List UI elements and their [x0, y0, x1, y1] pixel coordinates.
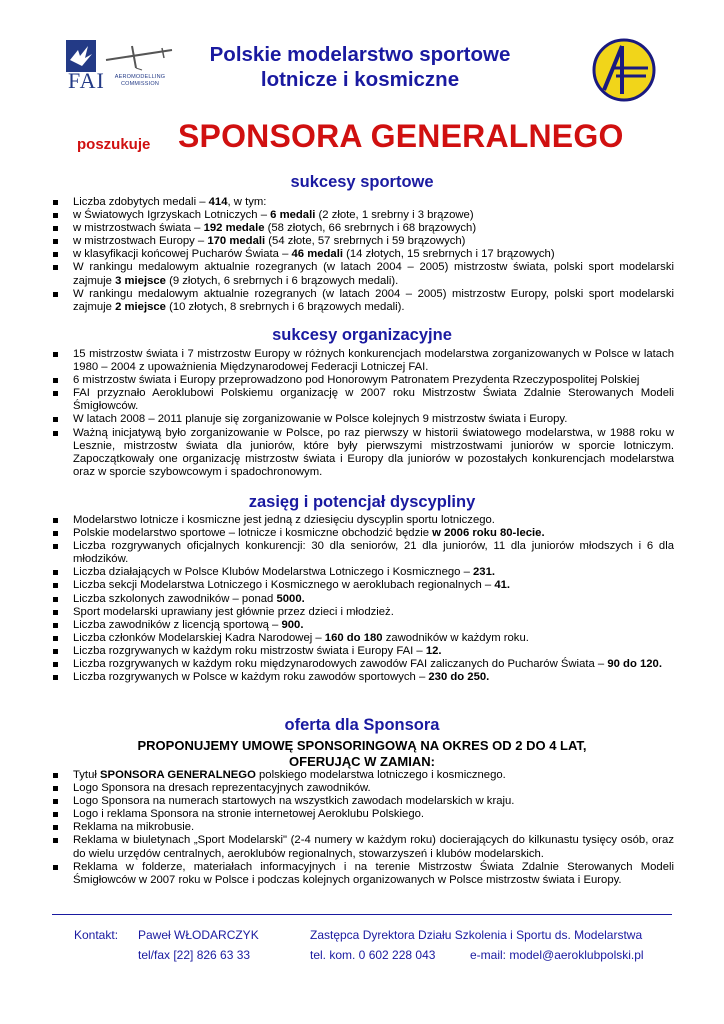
list-item-pre: Modelarstwo lotnicze i kosmiczne jest jedną z dziesięciu dyscyplin sportu lotniczego. [73, 514, 495, 526]
list-item [50, 658, 674, 671]
list-item [50, 861, 674, 887]
list-item [50, 514, 674, 527]
list-item-pre: Liczba rozgrywanych w każdym roku międzynarodowych zawodów FAI zaliczanych do Pucharów Świata – [73, 658, 608, 671]
list-item-pre: w mistrzostwach świata – [73, 222, 204, 235]
list-item-pre: Sport modelarski uprawiany jest głównie przez dzieci i młodzież. [73, 605, 394, 618]
list-item-bold: 160 do 180 [324, 631, 383, 644]
list-item-bold: 6 medali [270, 209, 316, 222]
list-item-pre: Liczba członków Modelarskiej Kadra Narodowej – [73, 631, 325, 644]
list-item-bold: 230 do 250. [428, 671, 490, 684]
list-item [50, 209, 674, 222]
list-offer [50, 769, 674, 887]
list-item-pre: Reklama na mikrobusie. [73, 821, 195, 834]
list-item-post: (54 złote, 57 srebrnych i 59 brązowych) [265, 235, 466, 248]
list-item-post: (9 złotych, 6 srebrnych i 6 brązowych medali). [165, 274, 399, 287]
footer-divider [52, 914, 672, 915]
list-item [50, 427, 674, 479]
section-heading-offer: oferta dla Sponsora [284, 716, 440, 734]
list-organisational [50, 348, 674, 479]
section-heading-organisational: sukcesy organizacyjne [272, 326, 452, 344]
list-item [50, 579, 674, 592]
list-item [50, 632, 674, 645]
list-item [50, 348, 674, 374]
list-item-bold: 12. [425, 644, 442, 657]
list-item-pre: Liczba zawodników z licencją sportową – [73, 618, 282, 631]
list-item-pre: Ważną inicjatywą było zorganizowanie w Polsce, po raz pierwszy w historii światowego modelarstwa, w 1988 roku w Lesznie, mistrzostw świata dla juniorów, które były pierwszymi mistrzostwami juniorów w sporcie lotniczym. Zapoczątkowały one organizację mistrzostw świata i Europy dla juniorów w pozostałych konkurencjach modelarstwa oraz w sporcie szybowcowym i spadochronowym. [73, 426, 674, 478]
list-item-pre: Reklama w biuletynach „Sport Modelarski" (2-4 numery w każdym roku) docierających do kilkunastu tysięcy osób, oraz do wielu urzędów centralnych, aeroklubów regionalnych, stowarzyszeń i klubów modelarskich. [73, 834, 674, 860]
list-item-bold: SPONSORA GENERALNEGO [100, 769, 256, 781]
section-heading-scope: zasięg i potencjał dyscypliny [248, 493, 476, 511]
list-item [50, 782, 674, 795]
offer-subheading-line-2: OFERUJĄC W ZAMIAN: [289, 754, 435, 769]
list-item-pre: Liczba rozgrywanych w Polsce w każdym roku zawodów sportowych – [73, 671, 429, 684]
list-item [50, 387, 674, 413]
list-item-pre: w Światowych Igrzyskach Lotniczych – [73, 209, 271, 222]
list-item-post: (10 złotych, 8 srebrnych i 6 brązowych medali). [165, 300, 405, 313]
list-item-post: zawodników w każdym roku. [382, 631, 529, 644]
list-item-bold: 90 do 120. [607, 658, 662, 671]
list-item-pre: Polskie modelarstwo sportowe – lotnicze i kosmiczne obchodzić będzie [73, 527, 433, 540]
list-scope [50, 514, 674, 684]
list-item-bold: 3 miejsce [115, 274, 166, 287]
list-item-bold: 46 medali [291, 248, 343, 261]
list-item [50, 540, 674, 566]
list-item [50, 821, 674, 834]
list-item-bold: 414 [208, 196, 228, 208]
list-item-pre: W rankingu medalowym aktualnie rozegranych (w latach 2004 – 2005) mistrzostw świata, polski sport modelarski zajmuje [73, 261, 674, 287]
contact-telfax: tel/fax [22] 826 63 33 [138, 948, 251, 962]
offer-subheading [0, 738, 724, 770]
list-item [50, 645, 674, 658]
contact-name: Paweł WŁODARCZYK [138, 928, 259, 942]
list-item [50, 619, 674, 632]
list-item [50, 593, 674, 606]
list-item [50, 196, 674, 209]
list-item [50, 808, 674, 821]
list-item-post: , w tym: [227, 196, 267, 208]
list-item-post: polskiego modelarstwa lotniczego i kosmicznego. [255, 769, 506, 781]
list-item-pre: 15 mistrzostw świata i 7 mistrzostw Europy w różnych konkurencjach modelarstwa zorganizowanych w Polsce w latach 1980 – 2004 z upoważnienia Międzynarodowej Federacji Lotniczej FAI. [73, 348, 674, 374]
list-item-pre: Liczba zdobytych medali – [73, 196, 209, 208]
list-item-pre: FAI przyznało Aeroklubowi Polskiemu organizację w 2007 roku Mistrzostw Świata Zdalnie Sterowanych Modeli Śmigłowców. [73, 387, 674, 413]
list-item [50, 769, 674, 782]
headline-main: SPONSORA GENERALNEGO [178, 118, 624, 154]
list-item [50, 413, 674, 426]
list-item [50, 606, 674, 619]
list-item-bold: 5000. [276, 592, 305, 605]
list-item-bold: 900. [281, 618, 304, 631]
list-item-pre: Logo Sponsora na dresach reprezentacyjnych zawodników. [73, 782, 371, 795]
list-item [50, 834, 674, 860]
list-item-pre: w mistrzostwach Europy – [73, 235, 208, 248]
list-item-pre: 6 mistrzostw świata i Europy przeprowadzono pod Honorowym Patronatem Prezydenta Rzeczypospolitej Polskiej [73, 374, 640, 387]
aeroklub-logo-icon [592, 38, 656, 102]
contact-label: Kontakt: [74, 928, 119, 942]
fai-commission-label: AEROMODELLING COMMISSION [114, 74, 166, 87]
section-heading-sporting: sukcesy sportowe [290, 173, 434, 191]
headline-prefix: poszukuje [77, 136, 151, 153]
list-item-bold: 41. [494, 579, 511, 592]
list-item-pre: W latach 2008 – 2011 planuje się zorganizowanie w Polsce kolejnych 9 mistrzostw świata i Europy. [73, 413, 568, 426]
list-item [50, 527, 674, 540]
offer-subheading-line-1: PROPONUJEMY UMOWĘ SPONSORINGOWĄ NA OKRES OD 2 DO 4 LAT, [137, 738, 587, 753]
list-item-bold: w 2006 roku 80-lecie. [432, 527, 545, 540]
list-item-pre: Reklama w folderze, materiałach informacyjnych i na terenie Mistrzostw Świata Zdalnie Sterowanych Modeli Śmigłowców w 2007 roku w Polsce i podczas kolejnych organizowanych w Polsce mistrzostw świata i Europy. [73, 860, 674, 886]
list-item [50, 222, 674, 235]
contact-email-link[interactable]: e-mail: model@aeroklubpolski.pl [470, 948, 644, 962]
contact-role: Zastępca Dyrektora Działu Szkolenia i Sportu ds. Modelarstwa [310, 928, 643, 942]
list-item-post: (14 złotych, 15 srebrnych i 17 brązowych) [343, 248, 555, 261]
list-item-pre: Tytuł [73, 769, 100, 781]
list-item-pre: Liczba rozgrywanych w każdym roku mistrzostw świata i Europy FAI – [73, 644, 426, 657]
list-item [50, 566, 674, 579]
page-title [150, 42, 570, 92]
list-item [50, 288, 674, 314]
list-item [50, 671, 674, 684]
list-item-bold: 192 medale [203, 222, 265, 235]
list-item-pre: Liczba szkolonych zawodników – ponad [73, 592, 277, 605]
list-item [50, 248, 674, 261]
list-item-bold: 170 medali [207, 235, 266, 248]
list-item-bold: 2 miejsce [115, 300, 166, 313]
list-item-pre: W rankingu medalowym aktualnie rozegranych (w latach 2004 – 2005) mistrzostw Europy, polski sport modelarski zajmuje [73, 287, 674, 313]
list-item-pre: Logo i reklama Sponsora na stronie internetowej Aeroklubu Polskiego. [73, 808, 425, 821]
list-item-post: (58 złotych, 66 srebrnych i 68 brązowych) [264, 222, 477, 235]
list-sporting [50, 196, 674, 314]
list-item [50, 374, 674, 387]
list-item [50, 795, 674, 808]
list-item-bold: 231. [473, 566, 495, 579]
list-item [50, 235, 674, 248]
fai-label: FAI [68, 68, 105, 93]
title-line-2: lotnicze i kosmiczne [260, 68, 460, 91]
list-item-pre: w klasyfikacji końcowej Pucharów Świata – [73, 248, 292, 261]
list-item-post: (2 złote, 1 srebrny i 3 brązowe) [315, 209, 474, 222]
list-item-pre: Liczba działających w Polsce Klubów Modelarstwa Lotniczego i Kosmicznego – [73, 566, 473, 579]
list-item [50, 261, 674, 287]
list-item-pre: Logo Sponsora na numerach startowych na wszystkich zawodach modelarskich w kraju. [73, 795, 515, 808]
title-line-1: Polskie modelarstwo sportowe [209, 43, 511, 66]
list-item-pre: Liczba sekcji Modelarstwa Lotniczego i Kosmicznego w aeroklubach regionalnych – [73, 579, 495, 592]
contact-mobile: tel. kom. 0 602 228 043 [310, 948, 436, 962]
list-item-pre: Liczba rozgrywanych oficjalnych konkurencji: 30 dla seniorów, 21 dla juniorów, 11 dla juniorów młodszych i 6 dla młodzików. [73, 540, 674, 566]
